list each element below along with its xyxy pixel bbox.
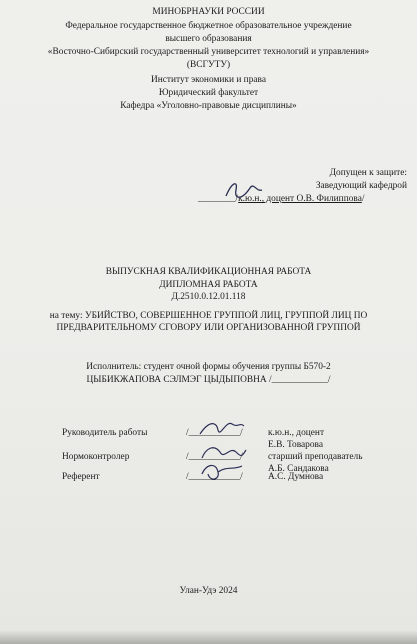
department-name: Кафедра «Уголовно-правовые дисциплины»	[120, 101, 297, 111]
head-of-department-label: Заведующий кафедрой	[315, 181, 407, 191]
referee-role: Референт	[62, 472, 100, 482]
work-code: Д.2510.0.12.01.118	[171, 292, 246, 302]
referee-signature-line: /___________/	[186, 472, 243, 482]
admitted-label: Допущен к защите:	[329, 168, 407, 178]
institution-abbr: (ВСГУТУ)	[186, 60, 231, 70]
supervisor-title: к.ю.н., доцент	[268, 428, 325, 438]
approval-line-prefix: ________/	[198, 194, 239, 204]
institution-line-1: Федеральное государственное бюджетное образовательное учреждение	[65, 21, 352, 31]
normcontroller-role: Нормоконтролер	[62, 452, 130, 462]
ministry-title: МИНОБРНАУКИ РОССИИ	[152, 7, 265, 17]
normcontroller-signature-line: /___________/	[186, 452, 243, 462]
normcontroller-name: А.Б. Сандакова	[268, 464, 329, 474]
faculty-name: Юридический факультет	[158, 88, 259, 98]
institution-line-2: высшего образования	[165, 34, 252, 44]
executor-line-1: Исполнитель: студент очной формы обучения группы Б570-2	[86, 362, 331, 372]
supervisor-signature-line: /___________/	[186, 428, 243, 438]
referee-name: А.С. Думнова	[268, 472, 324, 482]
head-signature	[220, 178, 270, 202]
approval-line-suffix: /	[361, 194, 365, 204]
topic-line-2: ПРЕДВАРИТЕЛЬНОМУ СГОВОРУ ИЛИ ОРГАНИЗОВАННОЙ ГРУППОЙ	[56, 323, 361, 333]
supervisor-role: Руководитель работы	[62, 428, 148, 438]
bottom-shadow	[0, 630, 417, 644]
institution-line-3: «Восточно-Сибирский государственный университет технологий и управления»	[47, 47, 370, 57]
work-type: ВЫПУСКНАЯ КВАЛИФИКАЦИОННАЯ РАБОТА	[105, 267, 312, 277]
supervisor-signature	[196, 414, 248, 440]
normcontroller-title: старший преподаватель	[268, 452, 363, 462]
work-subtype: ДИПЛОМНАЯ РАБОТА	[159, 280, 258, 290]
referee-signature	[196, 458, 248, 484]
supervisor-name: Е.В. Товарова	[268, 440, 324, 450]
approval-name: к.ю.н., доцент О.В. Филиппова	[238, 194, 362, 204]
topic-line-1: на тему: УБИЙСТВО, СОВЕРШЕННОЕ ГРУППОЙ ЛИЦ, ГРУППОЙ ЛИЦ ПО	[49, 311, 368, 321]
executor-line-2: ЦЫБИКЖАПОВА СЭЛМЭГ ЦЫДЫПОВНА /____________/	[86, 375, 331, 385]
city-year: Улан-Удэ 2024	[179, 586, 238, 596]
institute-name: Институт экономики и права	[150, 75, 267, 85]
